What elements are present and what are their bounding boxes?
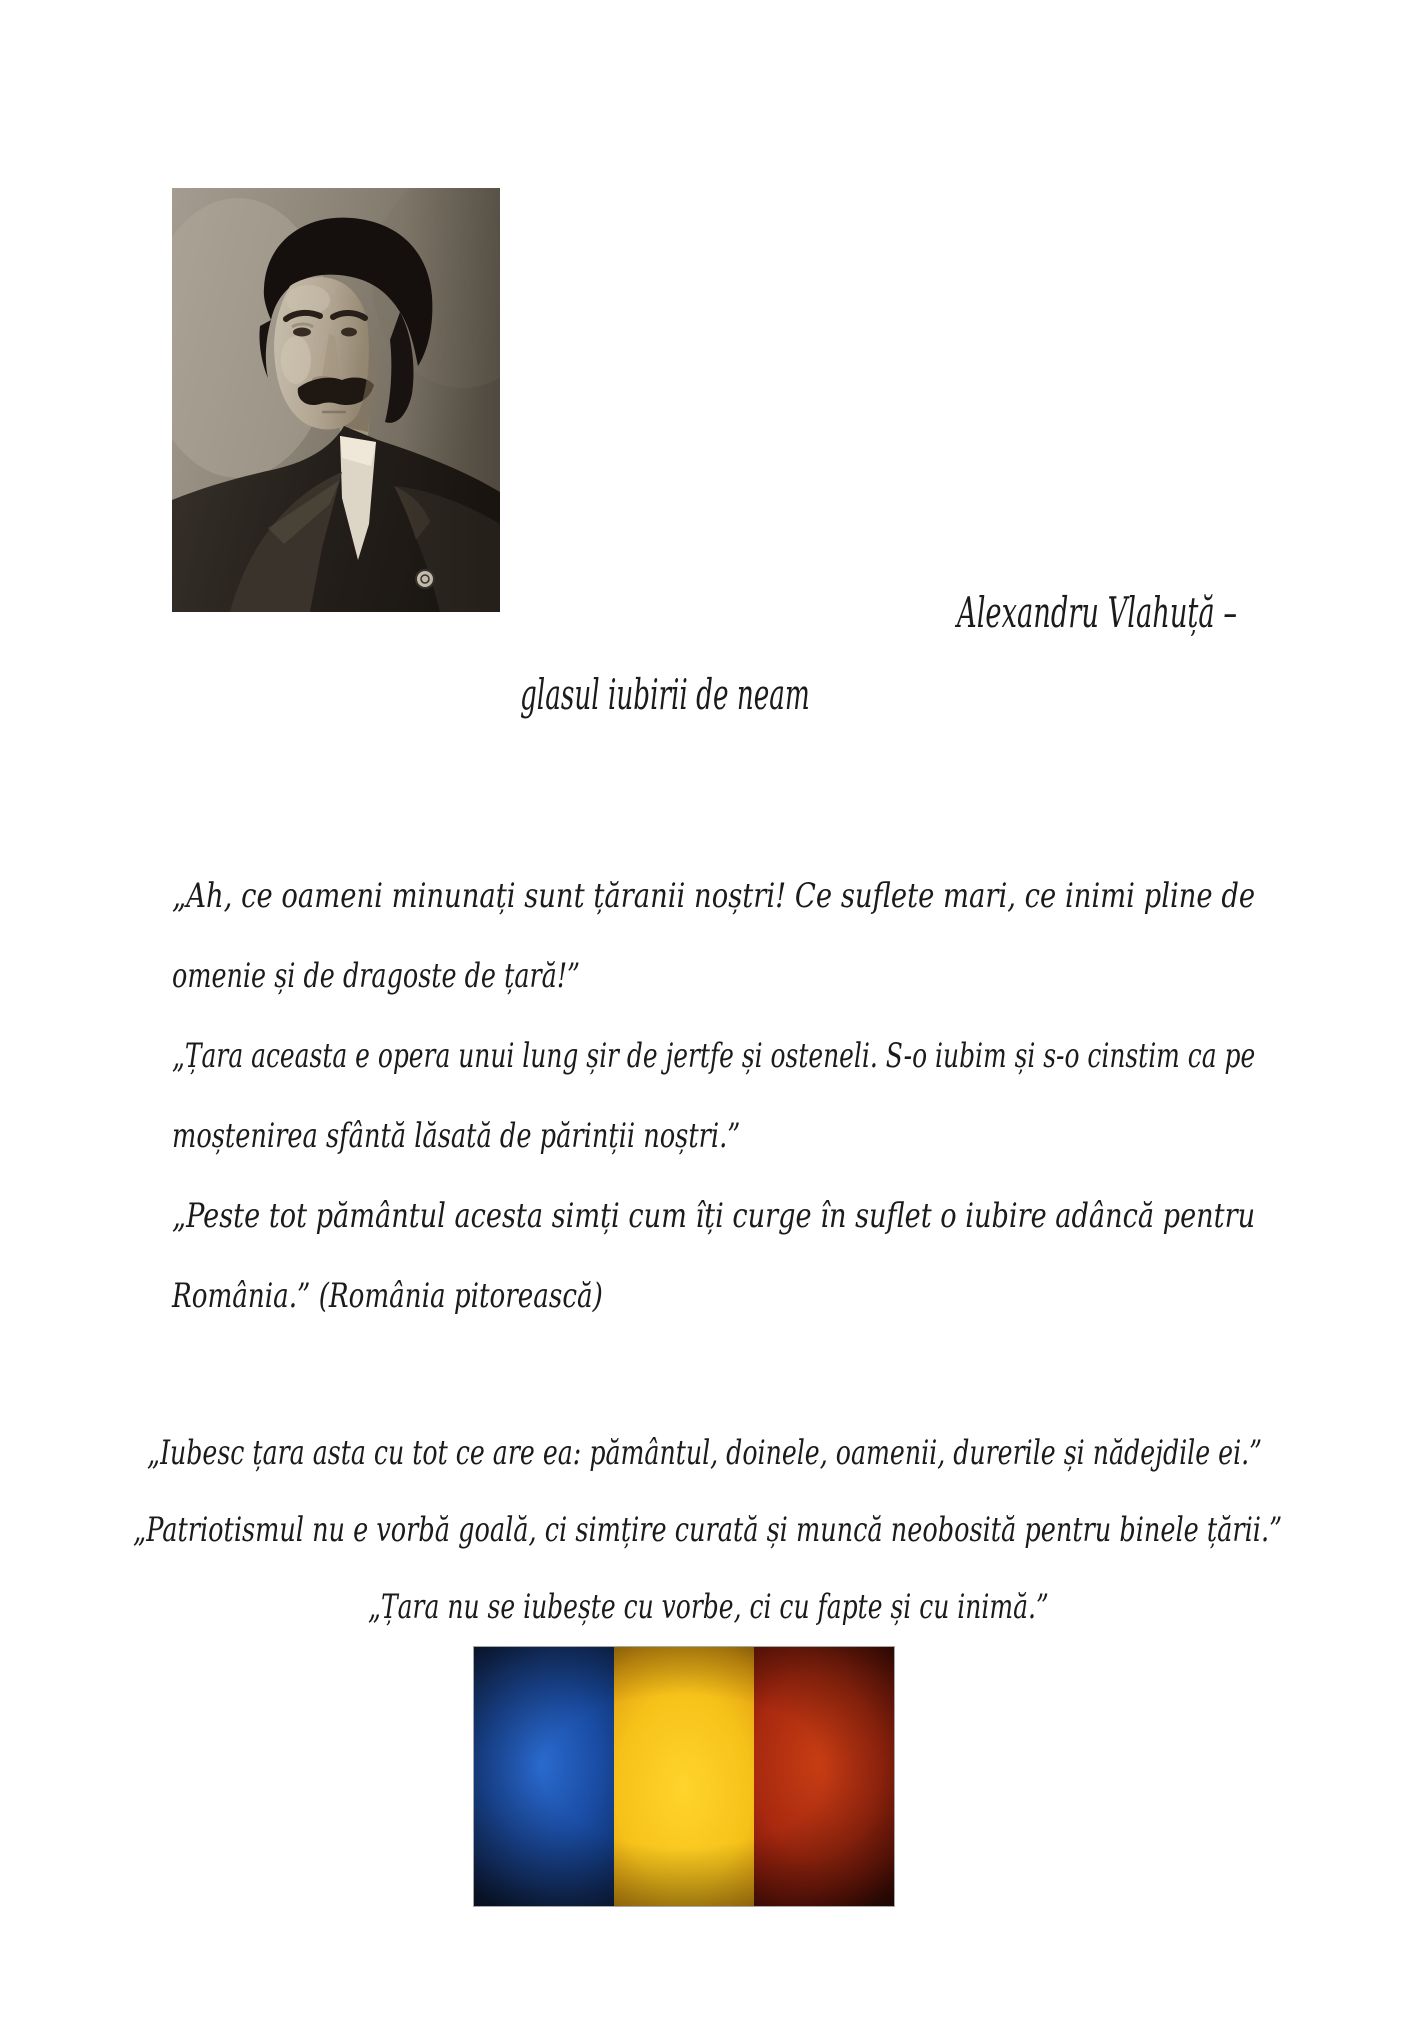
body-paragraph-3-line-1: „Peste tot pământul acesta simți cum îți curge în suflet o iubire adâncă pentru <box>172 1196 1256 1236</box>
flag-red-stripe <box>754 1647 894 1906</box>
quote-line-2: „Patriotismul nu e vorbă goală, ci simțire curată și muncă neobosită pentru binele țării.” <box>133 1510 1283 1550</box>
body-paragraph-1-line-2: omenie și de dragoste de țară!” <box>172 956 581 996</box>
body-paragraph-1-line-1: „Ah, ce oameni minunați sunt țăranii noștri! Ce suflete mari, ce inimi pline de <box>172 876 1256 916</box>
portrait-photo <box>172 188 500 612</box>
body-paragraph-3-line-2: România.” (România pitorească) <box>172 1276 603 1316</box>
flag-blue-stripe <box>474 1647 614 1906</box>
flag-yellow-stripe <box>614 1647 754 1906</box>
body-paragraph-2-line-1: „Țara aceasta e opera unui lung șir de jertfe și osteneli. S-o iubim și s-o cinstim ca pe <box>172 1036 1256 1076</box>
title-line-2: glasul iubirii de neam <box>520 670 810 719</box>
body-paragraph-2-line-2: moștenirea sfântă lăsată de părinții noștri.” <box>172 1116 741 1156</box>
quote-line-3: „Țara nu se iubește cu vorbe, ci cu fapte și cu inimă.” <box>368 1587 1049 1627</box>
quote-line-1: „Iubesc țara asta cu tot ce are ea: pământul, doinele, oamenii, durerile și nădejdile ei.” <box>147 1433 1263 1473</box>
title-line-1: Alexandru Vlahuță – <box>957 588 1237 637</box>
romania-flag-image <box>473 1646 895 1907</box>
